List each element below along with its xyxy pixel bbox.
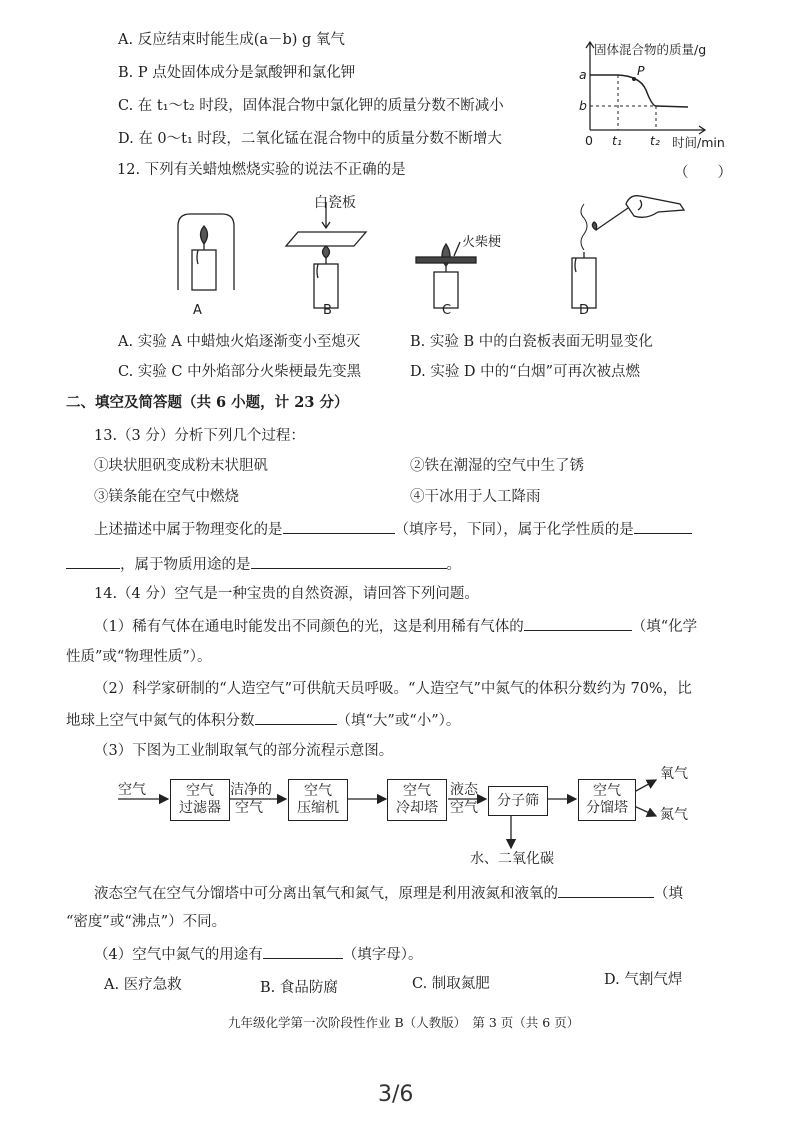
graph-point-label: P (637, 63, 645, 78)
q14-p3-text-b: （填 (654, 886, 683, 902)
q11-option-a: A. 反应结束时能生成(a－b) g 氧气 (118, 32, 345, 48)
q14-p1-text-c: 性质”或“物理性质”）。 (66, 649, 212, 665)
q14-p3-text-c: “密度”或“沸点”）不同。 (66, 914, 227, 930)
q13-item-2: ②铁在潮湿的空气中生了锈 (410, 458, 584, 474)
q14-p3-blank[interactable] (558, 882, 654, 898)
graph-ylabel: 固体混合物的质量/g (594, 42, 707, 57)
flow-box-molecular-sieve (488, 786, 548, 816)
q14-part2-line2 (66, 709, 460, 731)
flow-box-filter-line2: 过滤器 (179, 800, 221, 816)
section-heading: 二、填空及简答题（共 6 小题，计 23 分） (66, 394, 349, 411)
q13-item-1: ①块状胆矾变成粉末状胆矾 (94, 458, 268, 474)
graph-xtick-t1: t₁ (612, 133, 622, 148)
q13-item-4: ④干冰用于人工降雨 (410, 489, 541, 505)
point-p-marker (632, 77, 636, 81)
q13-physical-change-blank[interactable] (283, 518, 395, 534)
label-b: B (323, 303, 332, 318)
flow-box-cooling-line2: 冷却塔 (396, 800, 438, 816)
label-plate: 白瓷板 (314, 195, 356, 211)
flow-clean-air-line2: 空气 (235, 800, 263, 816)
flow-liquid-air-line2: 空气 (450, 800, 478, 816)
candle-experiments-figure (160, 186, 700, 326)
flow-clean-air-line1: 洁净的 (230, 782, 272, 798)
flow-output-nitrogen: 氮气 (660, 807, 688, 823)
q12-answer-bracket: （ ） (674, 165, 732, 181)
q14-p1-text-a: （1）稀有气体在通电时能发出不同颜色的光，这是利用稀有气体的 (94, 619, 524, 635)
q13-chemical-property-blank-cont[interactable] (66, 553, 120, 569)
q14-p4-option-a: A. 医疗急救 (104, 977, 182, 993)
flow-box-fractionating-tower (578, 779, 636, 821)
label-match: 火柴梗 (462, 235, 502, 250)
graph-ytick-a: a (579, 67, 587, 82)
q14-p4-option-c: C. 制取氮肥 (412, 976, 490, 992)
q14-p2-text-a: （2）科学家研制的“人造空气”可供航天员呼吸。“人造空气”中氮气的体积分数约为 70%，比 (94, 681, 692, 697)
q13-question-line1 (94, 518, 692, 540)
q12-option-b: B. 实验 B 中的白瓷板表面无明显变化 (410, 334, 653, 350)
q11-option-c: C. 在 t₁～t₂ 时段，固体混合物中氯化钾的质量分数不断减小 (118, 98, 504, 114)
graph-xtick-t2: t₂ (650, 133, 660, 148)
label-d: D (579, 303, 590, 318)
q14-part4-line (94, 943, 422, 965)
label-c: C (442, 303, 452, 318)
graph-origin: 0 (585, 133, 593, 148)
q13-text-end: 。 (446, 557, 461, 573)
q14-p4-blank[interactable] (263, 943, 343, 959)
q12-option-c: C. 实验 C 中外焰部分火柴梗最先变黑 (118, 364, 362, 380)
graph-xlabel: 时间/min (672, 135, 725, 150)
flow-box-sieve-label: 分子筛 (497, 792, 539, 809)
q13-text-part1: 上述描述中属于物理变化的是 (94, 522, 283, 538)
flow-box-compressor-line1: 空气 (304, 783, 332, 799)
graph-ytick-b: b (579, 98, 587, 113)
q14-p4-option-b: B. 食品防腐 (260, 980, 338, 996)
q14-part3-line1 (94, 882, 683, 904)
q11-option-b: B. P 点处固体成分是氯酸钾和氯化钾 (118, 65, 356, 81)
q14-part1-line1 (94, 615, 697, 637)
page-footer: 九年级化学第一次阶段性作业 B（人教版） 第 3 页（共 6 页） (228, 1015, 580, 1030)
q12-stem: 12. 下列有关蜡烛燃烧实验的说法不正确的是 (117, 162, 406, 178)
q13-use-blank[interactable] (251, 553, 447, 569)
q13-chemical-property-blank[interactable] (634, 518, 692, 534)
q12-option-a: A. 实验 A 中蜡烛火焰逐渐变小至熄灭 (118, 334, 361, 350)
q13-text-part2: （填序号，下同），属于化学性质的是 (394, 522, 634, 538)
flow-box-fractionating-line2: 分馏塔 (586, 800, 628, 816)
q14-p4-option-d: D. 气割气焊 (604, 972, 683, 988)
flow-box-filter (170, 779, 230, 821)
q14-p3-text-a: 液态空气在空气分馏塔中可分离出氧气和氮气，原理是利用液氮和液氧的 (94, 886, 558, 902)
flow-liquid-air-line1: 液态 (450, 782, 478, 798)
q13-stem: 13.（3 分）分析下列几个过程： (94, 428, 305, 444)
flow-box-cooling-tower (387, 779, 447, 821)
q14-p2-blank[interactable] (255, 709, 337, 725)
q14-p1-text-b: （填“化学 (631, 619, 698, 635)
flow-byproduct: 水、二氧化碳 (470, 851, 554, 867)
page-indicator: 3/6 (378, 1082, 414, 1107)
flow-box-fractionating-line1: 空气 (593, 783, 621, 799)
flow-box-filter-line1: 空气 (186, 783, 214, 799)
q11-option-d: D. 在 0～t₁ 时段，二氧化锰在混合物中的质量分数不断增大 (118, 131, 502, 147)
q14-p4-text-a: （4）空气中氮气的用途有 (94, 947, 263, 963)
q12-option-d: D. 实验 D 中的“白烟”可再次被点燃 (410, 364, 640, 380)
q13-item-3: ③镁条能在空气中燃烧 (94, 489, 239, 505)
q14-stem: 14.（4 分）空气是一种宝贵的自然资源，请回答下列问题。 (94, 586, 479, 602)
flow-box-compressor-line2: 压缩机 (297, 800, 339, 816)
q13-text-part3: ，属于物质用途的是 (120, 557, 251, 573)
flow-box-cooling-line1: 空气 (403, 783, 431, 799)
q14-p1-blank[interactable] (524, 615, 632, 631)
label-a: A (193, 303, 202, 318)
q14-p2-text-b: 地球上空气中氮气的体积分数 (66, 713, 255, 729)
flow-output-oxygen: 氧气 (660, 766, 688, 782)
q14-p4-text-b: （填字母）。 (342, 947, 423, 963)
flow-box-compressor (288, 779, 348, 821)
q13-question-line2 (66, 553, 461, 575)
q14-p3-text: （3）下图为工业制取氧气的部分流程示意图。 (94, 743, 394, 759)
flow-input-air: 空气 (118, 782, 146, 798)
q14-p2-text-c: （填“大”或“小”）。 (336, 713, 461, 729)
